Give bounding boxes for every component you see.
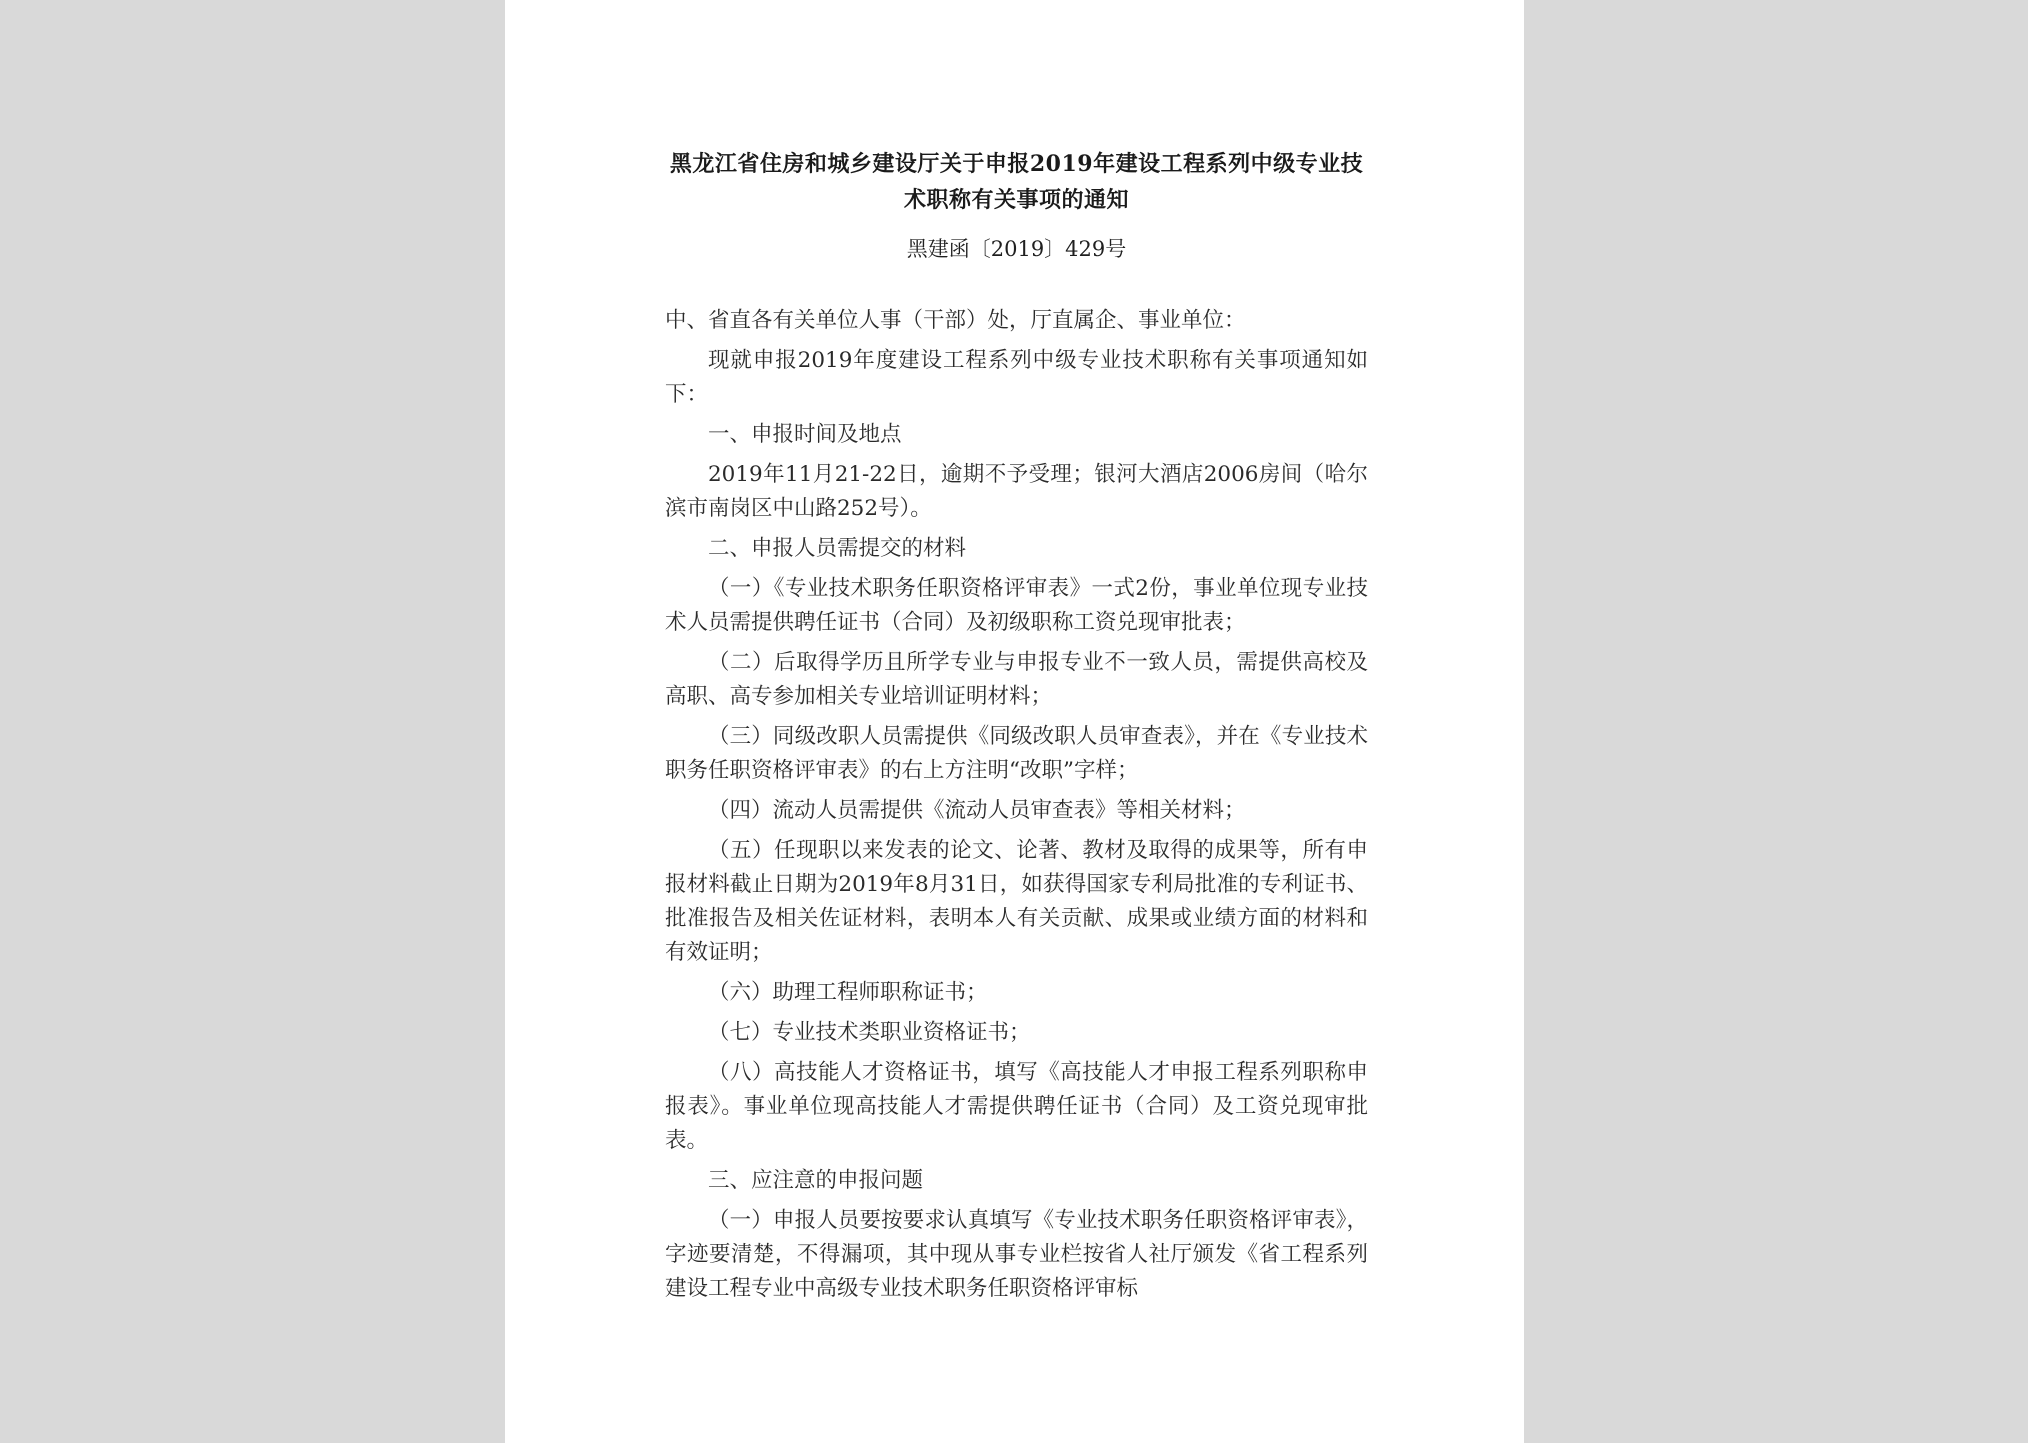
list-item: （八）高技能人才资格证书，填写《高技能人才申报工程系列职称申报表》。事业单位现高技能人才需提供聘任证书（合同）及工资兑现审批表。 [665, 1060, 1368, 1153]
document-title: 黑龙江省住房和城乡建设厅关于申报2019年建设工程系列中级专业技术职称有关事项的通知 [669, 151, 1364, 213]
paragraph: 2019年11月21-22日，逾期不予受理；银河大酒店2006房间（哈尔滨市南岗区中山路252号）。 [665, 462, 1368, 521]
document-number: 黑建函〔2019〕429号 [906, 237, 1127, 261]
list-item: （六）助理工程师职称证书； [708, 980, 988, 1005]
list-item: （四）流动人员需提供《流动人员审查表》等相关材料； [708, 798, 1246, 823]
document-content [665, 146, 1368, 1312]
list-item: （一）《专业技术职务任职资格评审表》一式2份，事业单位现专业技术人员需提供聘任证书（合同）及初级职称工资兑现审批表； [665, 576, 1368, 635]
list-item: （五）任现职以来发表的论文、论著、教材及取得的成果等，所有申报材料截止日期为2019年8月31日，如获得国家专利局批准的专利证书、批准报告及相关佐证材料，表明本人有关贡献、成果或业绩方面的材料和有效证明； [665, 838, 1368, 965]
list-item: （一）申报人员要按要求认真填写《专业技术职务任职资格评审表》，字迹要清楚，不得漏项，其中现从事专业栏按省人社厅颁发《省工程系列建设工程专业中高级专业技术职务任职资格评审标 [665, 1208, 1368, 1301]
document-page [505, 0, 1524, 1443]
list-item: （三）同级改职人员需提供《同级改职人员审查表》，并在《专业技术职务任职资格评审表》的右上方注明“改职”字样； [665, 724, 1368, 783]
document-body [665, 304, 1368, 1306]
addressee: 中、省直各有关单位人事（干部）处，厅直属企、事业单位： [665, 308, 1246, 333]
paragraph: 现就申报2019年度建设工程系列中级专业技术职称有关事项通知如下： [665, 348, 1368, 407]
section-heading: 三、应注意的申报问题 [708, 1168, 924, 1193]
list-item: （七）专业技术类职业资格证书； [708, 1020, 1031, 1045]
section-heading: 一、申报时间及地点 [708, 422, 902, 447]
list-item: （二）后取得学历且所学专业与申报专业不一致人员，需提供高校及高职、高专参加相关专业培训证明材料； [665, 650, 1368, 709]
section-heading: 二、申报人员需提交的材料 [708, 536, 967, 561]
